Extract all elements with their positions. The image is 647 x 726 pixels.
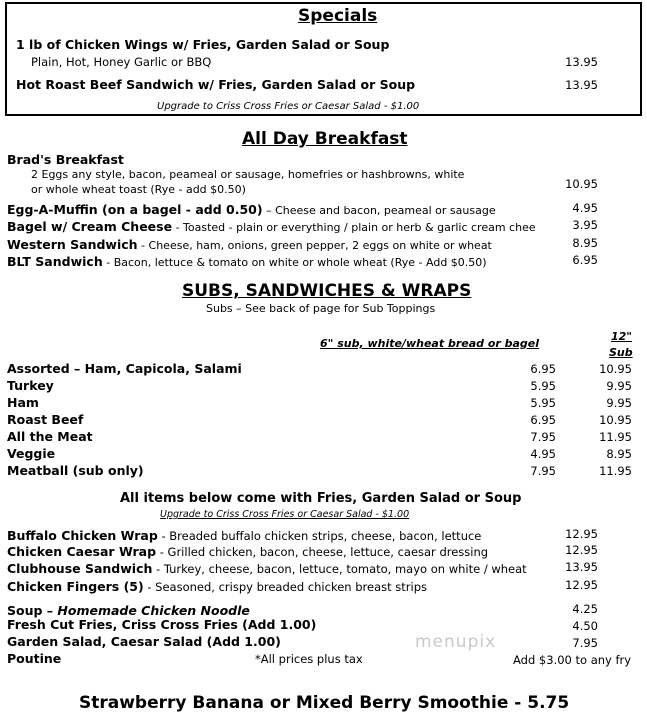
- egg-a-muffin-price: 4.95: [572, 201, 598, 215]
- western-price: 8.95: [572, 236, 598, 250]
- sub-veggie-6: 4.95: [530, 447, 556, 461]
- breakfast-title: All Day Breakfast: [242, 129, 408, 149]
- egg-a-muffin-name: Egg-A-Muffin (on a bagel - add 0.50): [7, 202, 263, 217]
- brads-breakfast-desc-2: or whole wheat toast (Rye - add $0.50): [31, 183, 246, 196]
- sub-veggie-12: 8.95: [606, 447, 632, 461]
- combos-upgrade: Upgrade to Criss Cross Fries or Caesar Salad - $1.00: [160, 509, 410, 520]
- western-name: Western Sandwich: [7, 237, 138, 252]
- poutine-price: Add $3.00 to any fry: [513, 653, 632, 667]
- bagel-row: [7, 216, 536, 235]
- sub-all-meat-12: 11.95: [599, 430, 632, 444]
- subs-subtitle: Subs – See back of page for Sub Toppings: [206, 302, 436, 315]
- chicken-fingers-desc: - Seasoned, crispy breaded chicken breast strips: [143, 580, 427, 594]
- brads-breakfast-name: Brad's Breakfast: [7, 152, 124, 167]
- sub-turkey-name: Turkey: [7, 378, 54, 393]
- col-12-inch-header-a: 12": [611, 330, 633, 343]
- subs-title: SUBS, SANDWICHES & WRAPS: [182, 281, 472, 301]
- clubhouse-price: 13.95: [565, 560, 598, 574]
- bagel-name: Bagel w/ Cream Cheese: [7, 219, 173, 234]
- col-6-inch-header: 6" sub, white/wheat bread or bagel: [320, 337, 540, 350]
- blt-desc: - Bacon, lettuce & tomato on white or whole wheat (Rye - Add $0.50): [102, 256, 487, 269]
- tax-note: *All prices plus tax: [255, 652, 363, 666]
- caesar-wrap-desc: - Grilled chicken, bacon, cheese, lettuce, caesar dressing: [156, 545, 489, 559]
- soup-desc: Homemade Chicken Noodle: [57, 603, 250, 618]
- soup-name: Soup –: [7, 603, 58, 618]
- blt-price: 6.95: [572, 253, 598, 267]
- sub-turkey-6: 5.95: [530, 379, 556, 393]
- sub-ham-12: 9.95: [606, 396, 632, 410]
- roast-beef-special-name: Hot Roast Beef Sandwich w/ Fries, Garden Salad or Soup: [16, 77, 416, 92]
- sub-roast-beef-name: Roast Beef: [7, 412, 84, 427]
- wings-name: 1 lb of Chicken Wings w/ Fries, Garden Salad or Soup: [16, 37, 390, 52]
- smoothie-line: Strawberry Banana or Mixed Berry Smoothie - 5.75: [79, 693, 570, 713]
- watermark: menupix: [415, 632, 497, 652]
- sub-assorted-12: 10.95: [599, 362, 632, 376]
- sub-assorted-name: Assorted – Ham, Capicola, Salami: [7, 361, 242, 376]
- sub-assorted-6: 6.95: [530, 362, 556, 376]
- sub-veggie-name: Veggie: [7, 446, 56, 461]
- clubhouse-desc: - Turkey, cheese, bacon, lettuce, tomato, mayo on white / wheat: [152, 562, 527, 576]
- sub-all-meat-name: All the Meat: [7, 429, 93, 444]
- buffalo-wrap-name: Buffalo Chicken Wrap: [7, 528, 158, 543]
- salad-price: 7.95: [572, 636, 598, 650]
- clubhouse-name: Clubhouse Sandwich: [7, 561, 153, 576]
- chicken-fingers-name: Chicken Fingers (5): [7, 579, 144, 594]
- sub-roast-beef-6: 6.95: [530, 413, 556, 427]
- col-12-inch-header-b: Sub: [609, 346, 633, 359]
- western-desc: - Cheese, ham, onions, green pepper, 2 eggs on white or wheat: [137, 239, 492, 252]
- blt-name: BLT Sandwich: [7, 254, 103, 269]
- soup-price: 4.25: [572, 602, 598, 616]
- wings-desc: Plain, Hot, Honey Garlic or BBQ: [31, 55, 212, 69]
- sub-meatball-12: 11.95: [599, 464, 632, 478]
- brads-breakfast-price: 10.95: [565, 177, 598, 191]
- egg-a-muffin-desc: – Cheese and bacon, peameal or sausage: [262, 204, 496, 217]
- salad-name: Garden Salad, Caesar Salad (Add 1.00): [7, 634, 281, 649]
- specials-upgrade: Upgrade to Criss Cross Fries or Caesar Salad - $1.00: [157, 101, 420, 112]
- blt-row: [7, 251, 487, 270]
- bagel-price: 3.95: [572, 218, 598, 232]
- specials-title: Specials: [298, 6, 378, 26]
- sub-turkey-12: 9.95: [606, 379, 632, 393]
- clubhouse-row: [7, 558, 527, 577]
- buffalo-wrap-price: 12.95: [565, 527, 598, 541]
- caesar-wrap-name: Chicken Caesar Wrap: [7, 544, 157, 559]
- bagel-desc: - Toasted - plain or everything / plain or herb & garlic cream chee: [172, 221, 536, 234]
- combos-heading: All items below come with Fries, Garden Salad or Soup: [120, 491, 522, 506]
- roast-beef-special-price: 13.95: [565, 78, 598, 92]
- sub-roast-beef-12: 10.95: [599, 413, 632, 427]
- sub-meatball-6: 7.95: [530, 464, 556, 478]
- sub-meatball-name: Meatball (sub only): [7, 463, 144, 478]
- chicken-fingers-row: [7, 576, 427, 595]
- sub-ham-name: Ham: [7, 395, 39, 410]
- poutine-name: Poutine: [7, 651, 62, 666]
- caesar-wrap-price: 12.95: [565, 543, 598, 557]
- fries-name: Fresh Cut Fries, Criss Cross Fries (Add 1.00): [7, 617, 317, 632]
- sub-ham-6: 5.95: [530, 396, 556, 410]
- buffalo-wrap-desc: - Breaded buffalo chicken strips, cheese, bacon, lettuce: [157, 529, 482, 543]
- chicken-fingers-price: 12.95: [565, 578, 598, 592]
- wings-price: 13.95: [565, 55, 598, 69]
- brads-breakfast-desc-1: 2 Eggs any style, bacon, peameal or sausage, homefries or hashbrowns, white: [31, 168, 465, 181]
- fries-price: 4.50: [572, 619, 598, 633]
- sub-all-meat-6: 7.95: [530, 430, 556, 444]
